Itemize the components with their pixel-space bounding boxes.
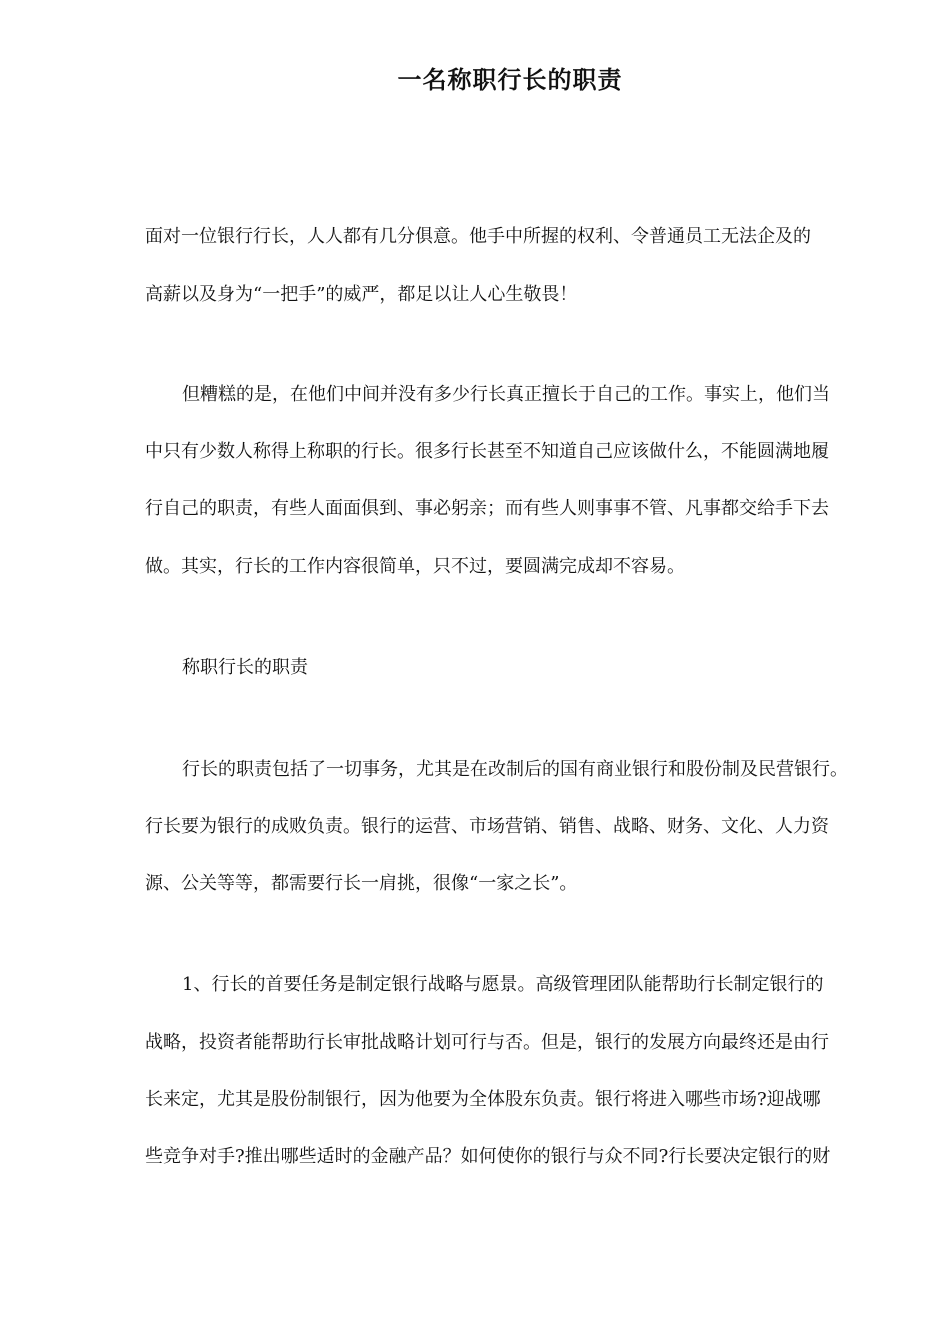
paragraph-line: 做。其实，行长的工作内容很简单，只不过，要圆满完成却不容易。 xyxy=(145,556,685,577)
paragraph-line: 行自己的职责，有些人面面俱到、事必躬亲；而有些人则事事不管、凡事都交给手下去 xyxy=(145,498,829,519)
paragraph-line: 面对一位银行行长，人人都有几分俱意。他手中所握的权利、令普通员工无法企及的 xyxy=(145,226,811,247)
paragraph-line: 但糟糕的是，在他们中间并没有多少行长真正擅长于自己的工作。事实上，他们当 xyxy=(182,384,830,405)
paragraph-line: 行长的职责包括了一切事务，尤其是在改制后的国有商业银行和股份制及民营银行。 xyxy=(182,759,848,780)
paragraph-line: 行长要为银行的成败负责。银行的运营、市场营销、销售、战略、财务、文化、人力资 xyxy=(145,816,829,837)
document-title: 一名称职行长的职责 xyxy=(397,65,623,94)
paragraph-line: 长来定，尤其是股份制银行，因为他要为全体股东负责。银行将进入哪些市场?迎战哪 xyxy=(145,1089,821,1110)
paragraph-line: 些竞争对手?推出哪些适时的金融产品？如何使你的银行与众不同?行长要决定银行的财 xyxy=(145,1146,831,1167)
paragraph-line: 中只有少数人称得上称职的行长。很多行长甚至不知道自己应该做什么，不能圆满地履 xyxy=(145,441,829,462)
paragraph-line: 高薪以及身为“一把手”的威严，都足以让人心生敬畏！ xyxy=(145,284,578,305)
paragraph-line: 1、行长的首要任务是制定银行战略与愿景。高级管理团队能帮助行长制定银行的 xyxy=(182,974,824,995)
paragraph-line: 源、公关等等，都需要行长一肩挑，很像“一家之长”。 xyxy=(145,873,578,894)
section-heading: 称职行长的职责 xyxy=(182,657,308,678)
paragraph-line: 战略，投资者能帮助行长审批战略计划可行与否。但是，银行的发展方向最终还是由行 xyxy=(145,1032,829,1053)
